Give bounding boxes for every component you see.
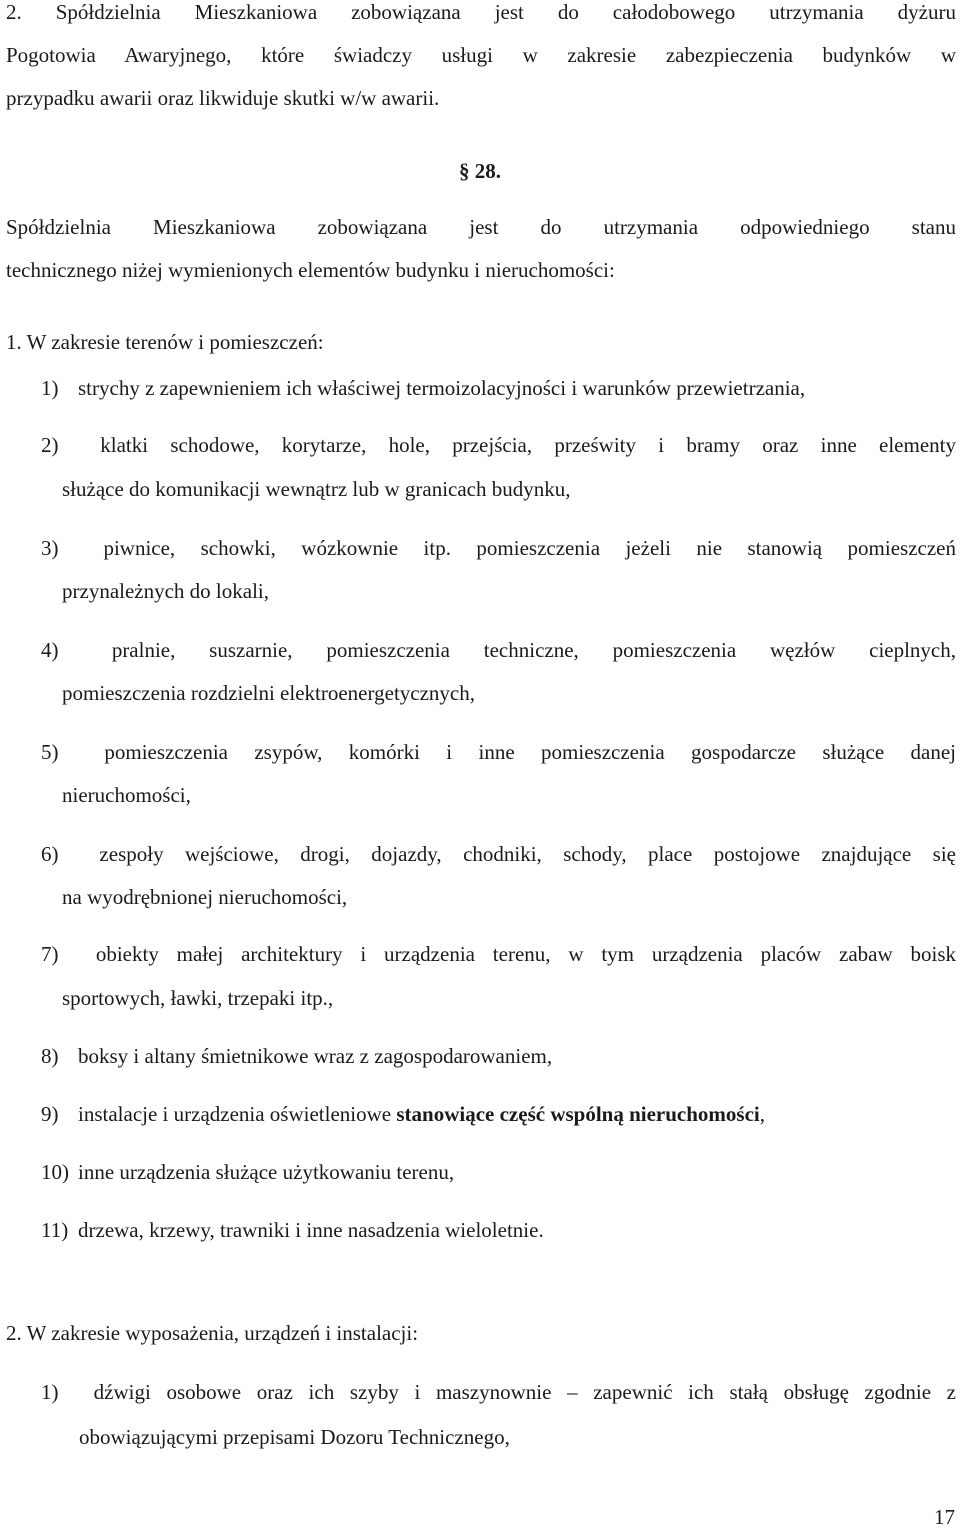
item-text: drzewa, krzewy, trawniki i inne nasadzenia wieloletnie.: [78, 1218, 544, 1242]
group-2-heading: 2. W zakresie wyposażenia, urządzeń i instalacji:: [6, 1321, 419, 1345]
section-intro-line-1: Spółdzielnia Mieszkaniowa zobowiązana jest do utrzymania odpowiedniego stanu: [6, 215, 956, 239]
paragraph-2-line-2: Pogotowia Awaryjnego, które świadczy usługi w zakresie zabezpieczenia budynków w: [6, 43, 956, 67]
item-continuation: przynależnych do lokali,: [62, 579, 270, 603]
item-number: 1): [41, 376, 59, 400]
list-item: [41, 1215, 956, 1245]
list-item: [41, 533, 956, 563]
list-item: [41, 839, 956, 869]
item-number: 9): [41, 1102, 59, 1126]
list-item: [41, 430, 956, 460]
paragraph-2-line-3: przypadku awarii oraz likwiduje skutki w/w awarii.: [6, 86, 440, 110]
item-number: 2): [41, 433, 59, 457]
item-continuation: nieruchomości,: [62, 783, 191, 807]
list-item: [41, 1377, 956, 1407]
item-number: 11): [41, 1218, 69, 1242]
paragraph-2-line-1: 2. Spółdzielnia Mieszkaniowa zobowiązana jest do całodobowego utrzymania dyżuru: [6, 0, 956, 24]
item-text: klatki schodowe, korytarze, hole, przejścia, prześwity i bramy oraz inne elementy: [100, 433, 956, 457]
item-continuation: pomieszczenia rozdzielni elektroenergetycznych,: [62, 681, 475, 705]
section-heading: § 28.: [459, 159, 501, 183]
list-item: [41, 1099, 956, 1129]
list-item: [41, 635, 956, 665]
list-item: [41, 373, 956, 403]
section-intro-line-2: technicznego niżej wymienionych elementów budynku i nieruchomości:: [6, 258, 615, 282]
group-1-heading: 1. W zakresie terenów i pomieszczeń:: [6, 330, 324, 354]
list-item: [41, 1157, 956, 1187]
item-number: 6): [41, 842, 59, 866]
page-number: 17: [934, 1505, 955, 1529]
item-number: 7): [41, 942, 59, 966]
item-text: boksy i altany śmietnikowe wraz z zagospodarowaniem,: [78, 1044, 553, 1068]
list-item: [41, 939, 956, 969]
item-continuation: na wyodrębnionej nieruchomości,: [62, 885, 348, 909]
item-text: pralnie, suszarnie, pomieszczenia techniczne, pomieszczenia węzłów cieplnych,: [111, 638, 956, 662]
item-number: 4): [41, 638, 59, 662]
item-number: 1): [41, 1380, 59, 1404]
item-number: 8): [41, 1044, 59, 1068]
item-text-suffix: ,: [759, 1102, 766, 1126]
item-continuation: sportowych, ławki, trzepaki itp.,: [62, 986, 334, 1010]
item-text: piwnice, schowki, wózkownie itp. pomieszczenia jeżeli nie stanowią pomieszczeń: [103, 536, 957, 560]
item-continuation: służące do komunikacji wewnątrz lub w granicach budynku,: [62, 477, 571, 501]
item-text: pomieszczenia zsypów, komórki i inne pomieszczenia gospodarcze służące danej: [104, 740, 956, 764]
item-text: instalacje i urządzenia oświetleniowe: [78, 1102, 397, 1126]
list-item: [41, 737, 956, 767]
item-number: 5): [41, 740, 59, 764]
item-text: inne urządzenia służące użytkowaniu terenu,: [78, 1160, 455, 1184]
item-number: 10): [41, 1160, 69, 1184]
item-text: strychy z zapewnieniem ich właściwej termoizolacyjności i warunków przewietrzania,: [78, 376, 806, 400]
list-item: [41, 1041, 956, 1071]
item-continuation: obowiązującymi przepisami Dozoru Technicznego,: [79, 1425, 510, 1449]
item-text: zespoły wejściowe, drogi, dojazdy, chodniki, schody, place postojowe znajdujące się: [99, 842, 956, 866]
item-text: obiekty małej architektury i urządzenia terenu, w tym urządzenia placów zabaw boisk: [95, 942, 956, 966]
item-text: dźwigi osobowe oraz ich szyby i maszynownie – zapewnić ich stałą obsługę zgodnie z: [93, 1380, 957, 1404]
item-text-bold: stanowiące część wspólną nieruchomości: [396, 1102, 760, 1126]
item-number: 3): [41, 536, 59, 560]
